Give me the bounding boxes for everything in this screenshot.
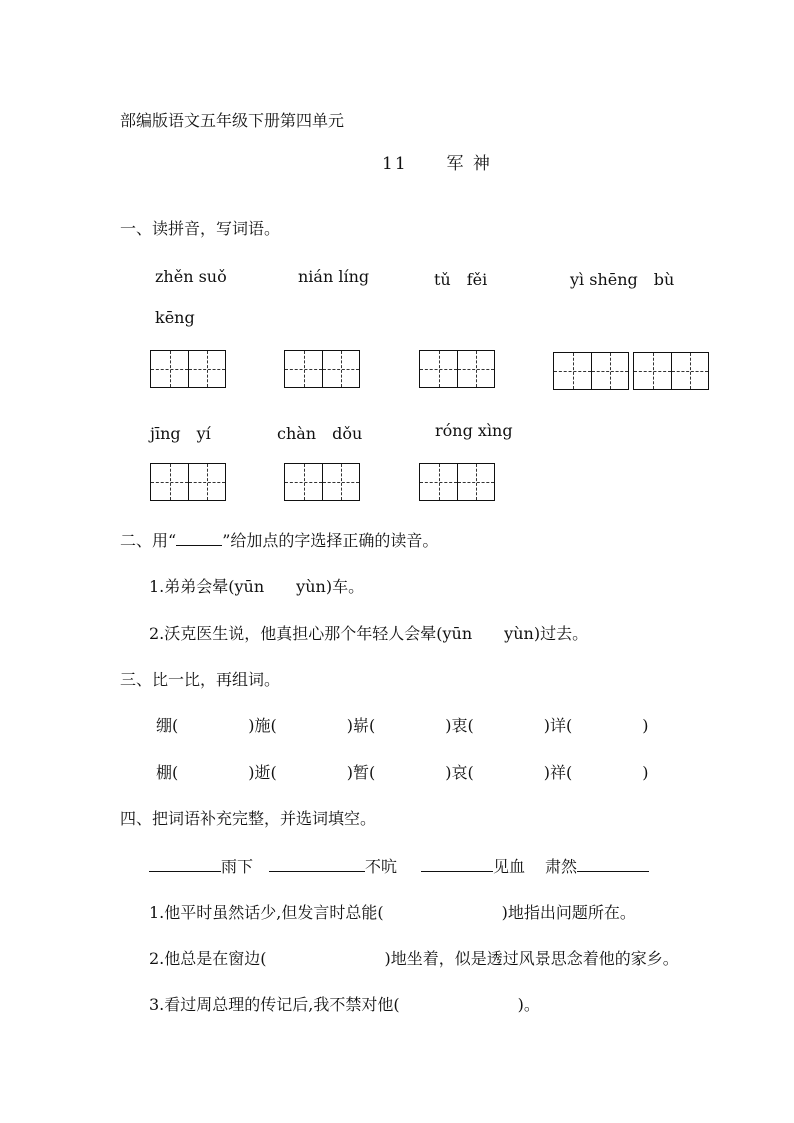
pinyin-4: yì shēng bù: [570, 270, 675, 289]
pinyin-3: tǔ fěi: [434, 270, 488, 289]
writing-grid-1[interactable]: [150, 350, 226, 388]
lesson-number: 11: [382, 154, 408, 174]
pinyin-1: zhěn suǒ: [155, 267, 227, 286]
blank-1[interactable]: [149, 855, 221, 872]
section2-heading: 二、用“ ”给加点的字选择正确的读音。: [120, 531, 439, 550]
section4-q1: 1.他平时虽然话少,但发言时总能( )地指出问题所在。: [149, 903, 636, 922]
pinyin-7: róng xìng: [435, 421, 513, 440]
section4-q3: 3.看过周总理的传记后,我不禁对他( )。: [149, 995, 540, 1014]
writing-grid-4a[interactable]: [553, 352, 629, 390]
compare-row-1: 绷( )施( )崭( )衷( )详( ): [156, 716, 649, 735]
writing-grid-7[interactable]: [419, 463, 495, 501]
section4-q2: 2.他总是在窗边( )地坐着，似是透过风景思念着他的家乡。: [149, 949, 679, 968]
compare-row-2: 棚( )逝( )暂( )哀( )祥( ): [156, 763, 649, 782]
writing-grid-5[interactable]: [150, 463, 226, 501]
lesson-heading: [382, 149, 492, 174]
section1-heading: 一、读拼音，写词语。: [120, 219, 281, 238]
section2-q1: 1.弟弟会晕(yūn yùn)车。: [149, 577, 365, 596]
lesson-title: 军 神: [446, 154, 492, 174]
writing-grid-3[interactable]: [419, 350, 495, 388]
section2-q2: 2.沃克医生说，他真担心那个年轻人会晕(yūn yùn)过去。: [149, 624, 589, 643]
writing-grid-2[interactable]: [284, 350, 360, 388]
idiom-blanks: 雨下 不吭 见血 肃然: [149, 854, 649, 877]
blank-4[interactable]: [577, 855, 649, 872]
section4-heading: 四、把词语补充完整，并选词填空。: [120, 809, 377, 828]
writing-grid-4b[interactable]: [633, 352, 709, 390]
pinyin-5: jīng yí: [150, 424, 211, 443]
blank-3[interactable]: [421, 855, 493, 872]
pinyin-2: nián líng: [298, 267, 370, 286]
section3-heading: 三、比一比，再组词。: [120, 670, 281, 689]
pinyin-6: chàn dǒu: [277, 424, 363, 443]
blank-2[interactable]: [269, 855, 365, 872]
pinyin-4-wrap: kēng: [155, 308, 195, 327]
underline-sample: [176, 529, 222, 546]
series-title: 部编版语文五年级下册第四单元: [120, 111, 345, 130]
writing-grid-6[interactable]: [284, 463, 360, 501]
